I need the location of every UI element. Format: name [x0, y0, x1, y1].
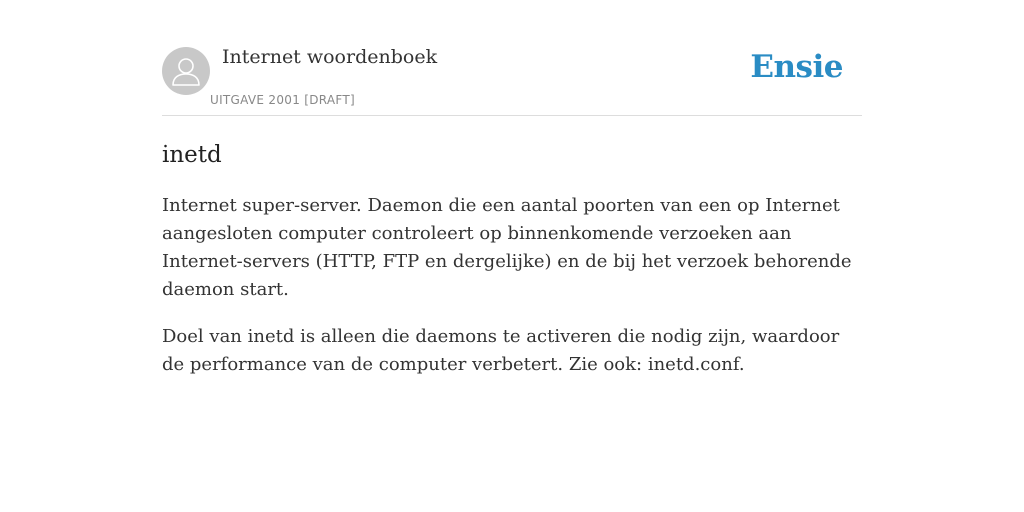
user-avatar-icon[interactable]: [162, 47, 210, 95]
definition-paragraph: Doel van inetd is alleen die daemons te activeren die nodig zijn, waardoor de performance van de computer verbetert. Zie ook: inetd.conf.: [162, 326, 840, 375]
entry-term: inetd: [162, 142, 222, 168]
entry-definition: [162, 192, 862, 379]
definition-paragraph: Internet super-server. Daemon die een aantal poorten van een op Internet aangesloten computer controleert op binnenkomende verzoeken aan Internet-servers (HTTP, FTP en dergelijke) en de bij het verzoek behorende daemon start.: [162, 195, 852, 300]
dictionary-title-link[interactable]: Internet woordenboek: [222, 46, 438, 68]
edition-label: UITGAVE 2001 [DRAFT]: [210, 93, 356, 107]
page: [162, 0, 862, 379]
page-header: [162, 47, 862, 116]
brand-logo-link[interactable]: Ensie: [750, 49, 843, 85]
